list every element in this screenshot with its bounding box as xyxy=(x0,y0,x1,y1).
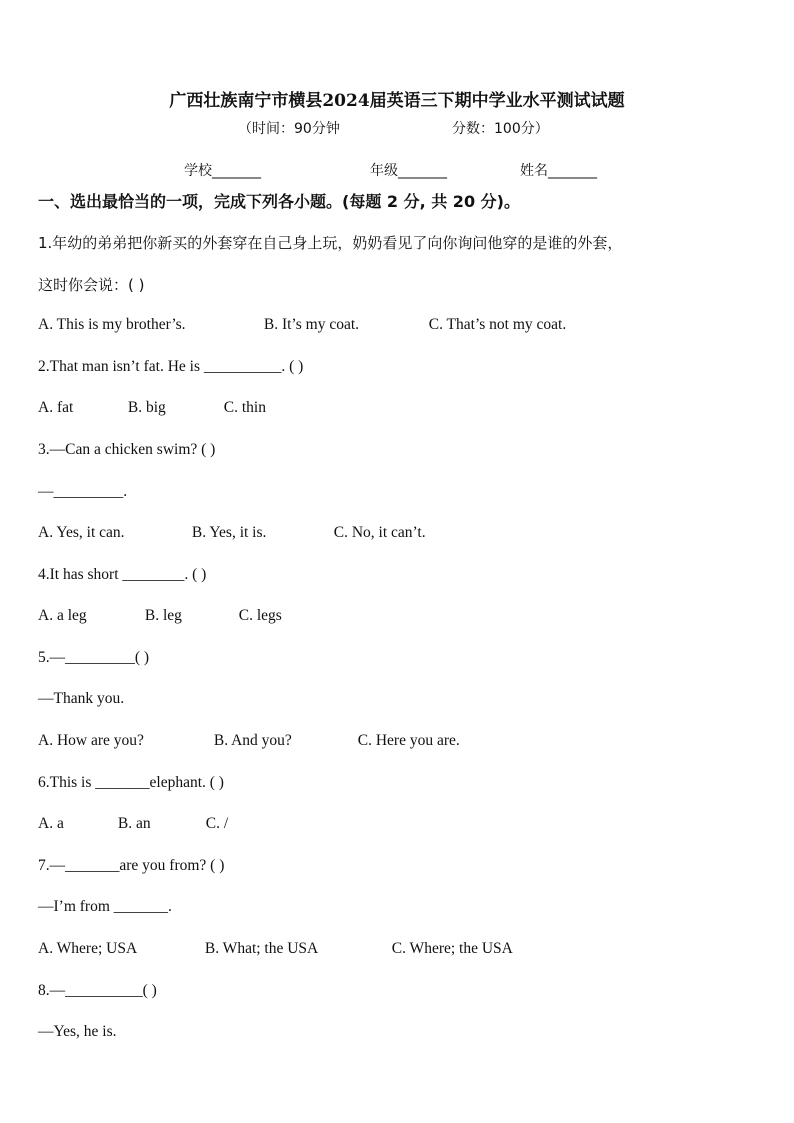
name-field: 姓名_______ xyxy=(520,163,597,179)
q4-options xyxy=(38,607,282,625)
q7-option-a: A. Where; USA xyxy=(38,940,138,957)
q5-option-b: B. And you? xyxy=(213,732,292,749)
q1-option-b: B. It’s my coat. xyxy=(263,316,360,333)
q4-option-c: C. legs xyxy=(238,607,282,624)
q5-reply: —Thank you. xyxy=(38,690,125,707)
exam-score: 分数：100分） xyxy=(452,121,549,137)
q1-stem-line1: 1.年幼的弟弟把你新买的外套穿在自己身上玩，奶奶看见了向你询问他穿的是谁的外套， xyxy=(38,234,623,252)
exam-time: （时间：90分钟 xyxy=(238,121,340,137)
school-field: 学校_______ xyxy=(184,163,261,179)
q4-option-a: A. a leg xyxy=(38,607,87,624)
q1-option-c: C. That’s not my coat. xyxy=(428,316,567,333)
exam-title: 广西壮族南宁市横县2024届英语三下期中学业水平测试试题 xyxy=(169,91,625,111)
q5-option-a: A. How are you? xyxy=(38,732,144,749)
q3-options xyxy=(38,524,426,542)
section-heading: 一、选出最恰当的一项，完成下列各小题。(每题 2 分, 共 20 分)。 xyxy=(38,192,520,211)
q2-option-a: A. fat xyxy=(38,399,74,416)
q1-option-a: A. This is my brother’s. xyxy=(38,316,186,333)
q5-stem: 5.—_________( ) xyxy=(38,649,150,666)
q4-option-b: B. leg xyxy=(144,607,182,624)
q7-options xyxy=(38,940,513,958)
q8-stem: 8.—__________( ) xyxy=(38,982,157,999)
q4-stem: 4.It has short ________. ( ) xyxy=(38,566,207,583)
q8-reply: —Yes, he is. xyxy=(38,1023,117,1040)
q1-stem-line2 xyxy=(38,274,144,295)
q1-options xyxy=(38,316,566,334)
q7-option-b: B. What; the USA xyxy=(204,940,319,957)
q2-stem: 2.That man isn’t fat. He is __________. ( ) xyxy=(38,358,304,375)
q6-option-b: B. an xyxy=(117,815,151,832)
q2-option-b: B. big xyxy=(127,399,166,416)
q6-option-a: A. a xyxy=(38,815,64,832)
grade-field: 年级_______ xyxy=(370,163,447,179)
q7-stem: 7.—_______are you from? ( ) xyxy=(38,857,225,874)
q6-stem: 6.This is _______elephant. ( ) xyxy=(38,774,224,791)
q7-reply: —I’m from _______. xyxy=(38,898,172,915)
q7-option-c: C. Where; the USA xyxy=(391,940,513,957)
q3-answer-blank: —_________. xyxy=(38,483,128,500)
q2-options xyxy=(38,399,266,417)
q3-stem: 3.—Can a chicken swim? ( ) xyxy=(38,441,216,458)
q5-option-c: C. Here you are. xyxy=(357,732,460,749)
q1-stem-line2-text: 这时你会说：( ) xyxy=(38,276,145,294)
q5-options xyxy=(38,732,460,750)
q3-option-a: A. Yes, it can. xyxy=(38,524,125,541)
q6-option-c: C. / xyxy=(205,815,229,832)
q2-option-c: C. thin xyxy=(223,399,266,416)
q6-options xyxy=(38,815,228,833)
q3-option-b: B. Yes, it is. xyxy=(191,524,267,541)
q3-option-c: C. No, it can’t. xyxy=(333,524,426,541)
